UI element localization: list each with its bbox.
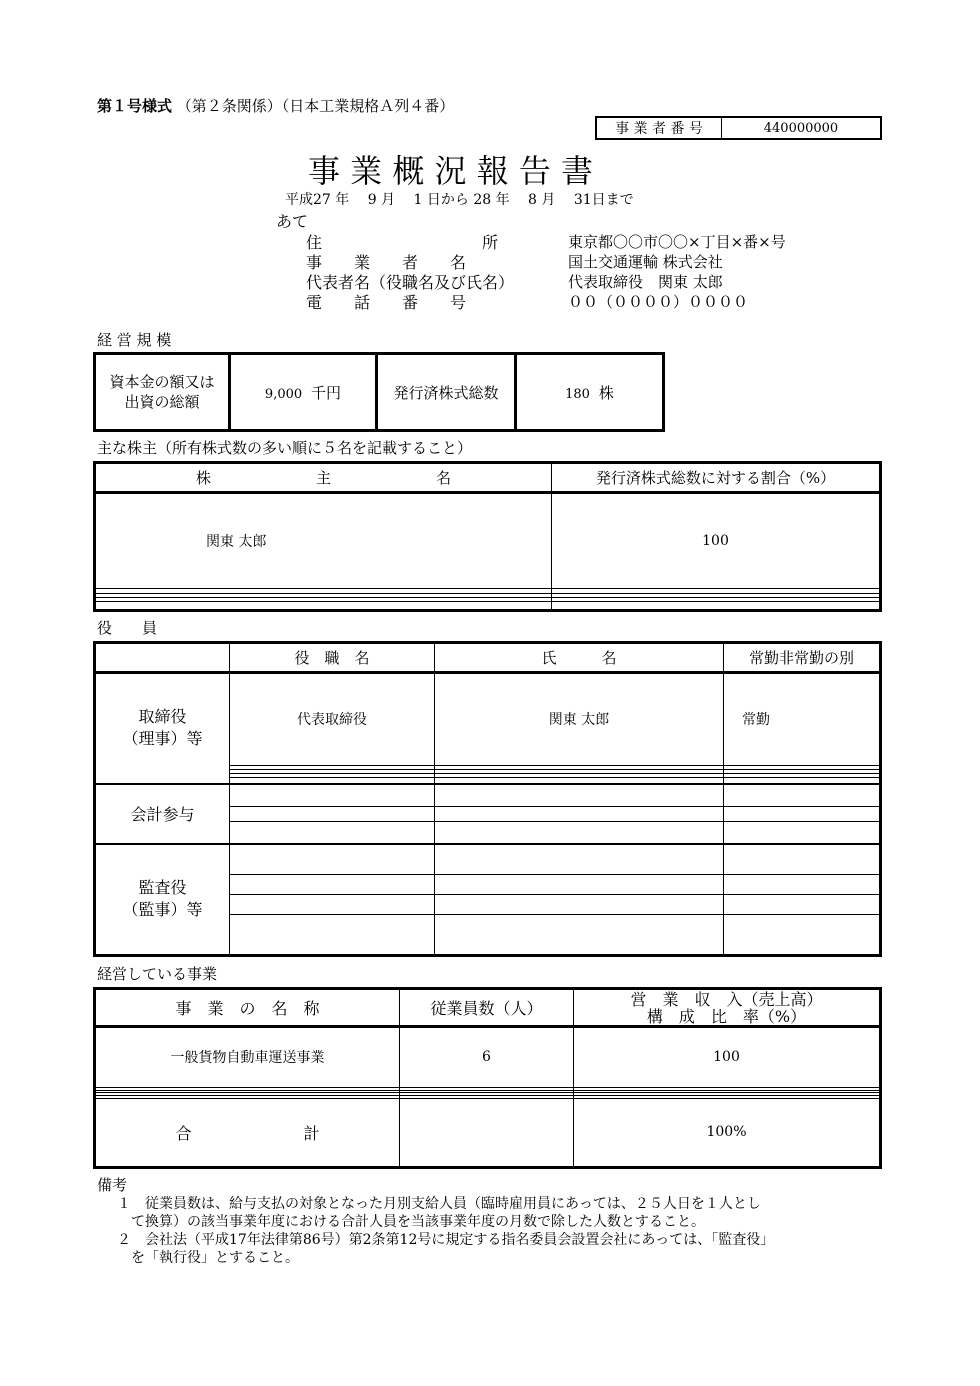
revenue-header	[574, 989, 881, 1027]
directors-group-label	[95, 673, 230, 784]
auditors-group-label	[95, 844, 230, 956]
capital-label-cell	[95, 354, 230, 431]
capital-value: 9,000	[264, 386, 303, 402]
report-period: 平成27 年 9 月 1 日から 28 年 8 月 31日まで	[285, 192, 634, 208]
shares-value: 180	[565, 386, 590, 402]
business-number-box	[595, 116, 882, 140]
business-number-label: 事 業 者 番 号	[596, 117, 722, 139]
total-row	[95, 1098, 881, 1167]
notes-heading: 備考	[97, 1176, 128, 1194]
scale-section-title: 経 営 規 模	[97, 331, 172, 349]
revenue-header-line1: 営 業 収 入（売上高）	[630, 989, 823, 1009]
business-revenue: 100	[574, 1027, 881, 1088]
phone-value: ００（００００）００００	[568, 293, 749, 311]
directors-label-line1: 取締役	[138, 707, 187, 727]
shareholder-ratio: 100	[552, 493, 881, 589]
officers-section-title: 役 員	[97, 619, 158, 637]
table-row	[95, 1027, 881, 1088]
auditors-label-line1: 監査役	[138, 878, 187, 898]
shares-unit: 株	[598, 383, 614, 402]
shareholder-name: 関東 太郎	[95, 493, 552, 589]
note-1-line2: て換算）の該当事業年度における合計人員を当該事業年度の月数で除した人数とすること。	[131, 1214, 705, 1230]
total-label: 合 計	[95, 1098, 400, 1167]
address-label: 住 所	[306, 233, 499, 252]
business-table	[93, 987, 882, 1169]
officer-group-header	[95, 643, 230, 673]
table-row	[95, 673, 881, 766]
table-row	[95, 784, 881, 806]
shareholder-name-header: 株 主 名	[95, 463, 552, 493]
business-name-value: 国土交通運輸 株式会社	[568, 253, 723, 271]
shareholder-name	[95, 602, 552, 611]
representative-label: 代表者名（役職名及び氏名）	[306, 273, 515, 292]
officers-table	[93, 641, 882, 957]
shares-value-cell	[516, 354, 664, 431]
form-note: （第２条関係）（日本工業規格Ａ列４番）	[176, 97, 455, 115]
capital-table	[93, 352, 665, 432]
auditors-label-line2: （監事）等	[122, 900, 203, 920]
shareholder-ratio	[552, 602, 881, 611]
business-name: 一般貨物自動車運送事業	[95, 1027, 400, 1088]
document-title: 事 業 概 況 報 告 書	[308, 152, 594, 190]
form-number: 第１号様式	[97, 97, 173, 115]
total-employees	[400, 1098, 574, 1167]
revenue-header-line2: 構 成 比 率（%）	[646, 1006, 807, 1026]
table-row	[95, 493, 881, 589]
officer-title: 代表取締役	[230, 673, 435, 766]
officer-type: 常勤	[724, 673, 881, 766]
capital-label-line1: 資本金の額又は	[109, 373, 215, 391]
officer-name-header: 氏 名	[435, 643, 724, 673]
officer-title-header: 役 職 名	[230, 643, 435, 673]
business-number-value: 440000000	[722, 117, 882, 139]
shareholders-table	[93, 461, 882, 612]
employees-header: 従業員数（人）	[400, 989, 574, 1027]
note-1-line1: １ 従業員数は、給与支払の対象となった月別支給人員（臨時雇用員にあっては、２５人日を１人とし	[117, 1196, 761, 1212]
shareholders-section-title: 主な株主（所有株式数の多い順に５名を記載すること）	[97, 439, 473, 457]
officer-name: 関東 太郎	[435, 673, 724, 766]
address-value: 東京都〇〇市〇〇×丁目×番×号	[568, 233, 786, 251]
shares-label: 発行済株式総数	[377, 354, 516, 431]
capital-value-cell	[230, 354, 377, 431]
business-name-header: 事 業 の 名 称	[95, 989, 400, 1027]
table-row	[95, 602, 881, 611]
note-2-line1: ２ 会社法（平成17年法律第86号）第2条第12号に規定する指名委員会設置会社にあっては、「監査役」	[117, 1232, 775, 1248]
representative-value: 代表取締役 関東 太郎	[568, 273, 723, 291]
business-employees: 6	[400, 1027, 574, 1088]
capital-label-line2: 出資の総額	[124, 393, 200, 411]
total-revenue: 100%	[574, 1098, 881, 1167]
officer-type-header: 常勤非常勤の別	[724, 643, 881, 673]
addressee: あて	[276, 212, 309, 231]
form-heading	[97, 95, 454, 116]
accounting-advisor-label: 会計参与	[95, 784, 230, 844]
business-name-label: 事 業 者 名	[306, 253, 467, 272]
note-2-line2: を「執行役」とすること。	[131, 1250, 299, 1266]
capital-unit: 千円	[311, 383, 342, 402]
business-section-title: 経営している事業	[97, 965, 218, 983]
directors-label-line2: （理事）等	[122, 729, 203, 749]
table-row	[95, 844, 881, 874]
phone-label: 電 話 番 号	[306, 293, 467, 312]
shareholder-ratio-header: 発行済株式総数に対する割合（%）	[552, 463, 881, 493]
